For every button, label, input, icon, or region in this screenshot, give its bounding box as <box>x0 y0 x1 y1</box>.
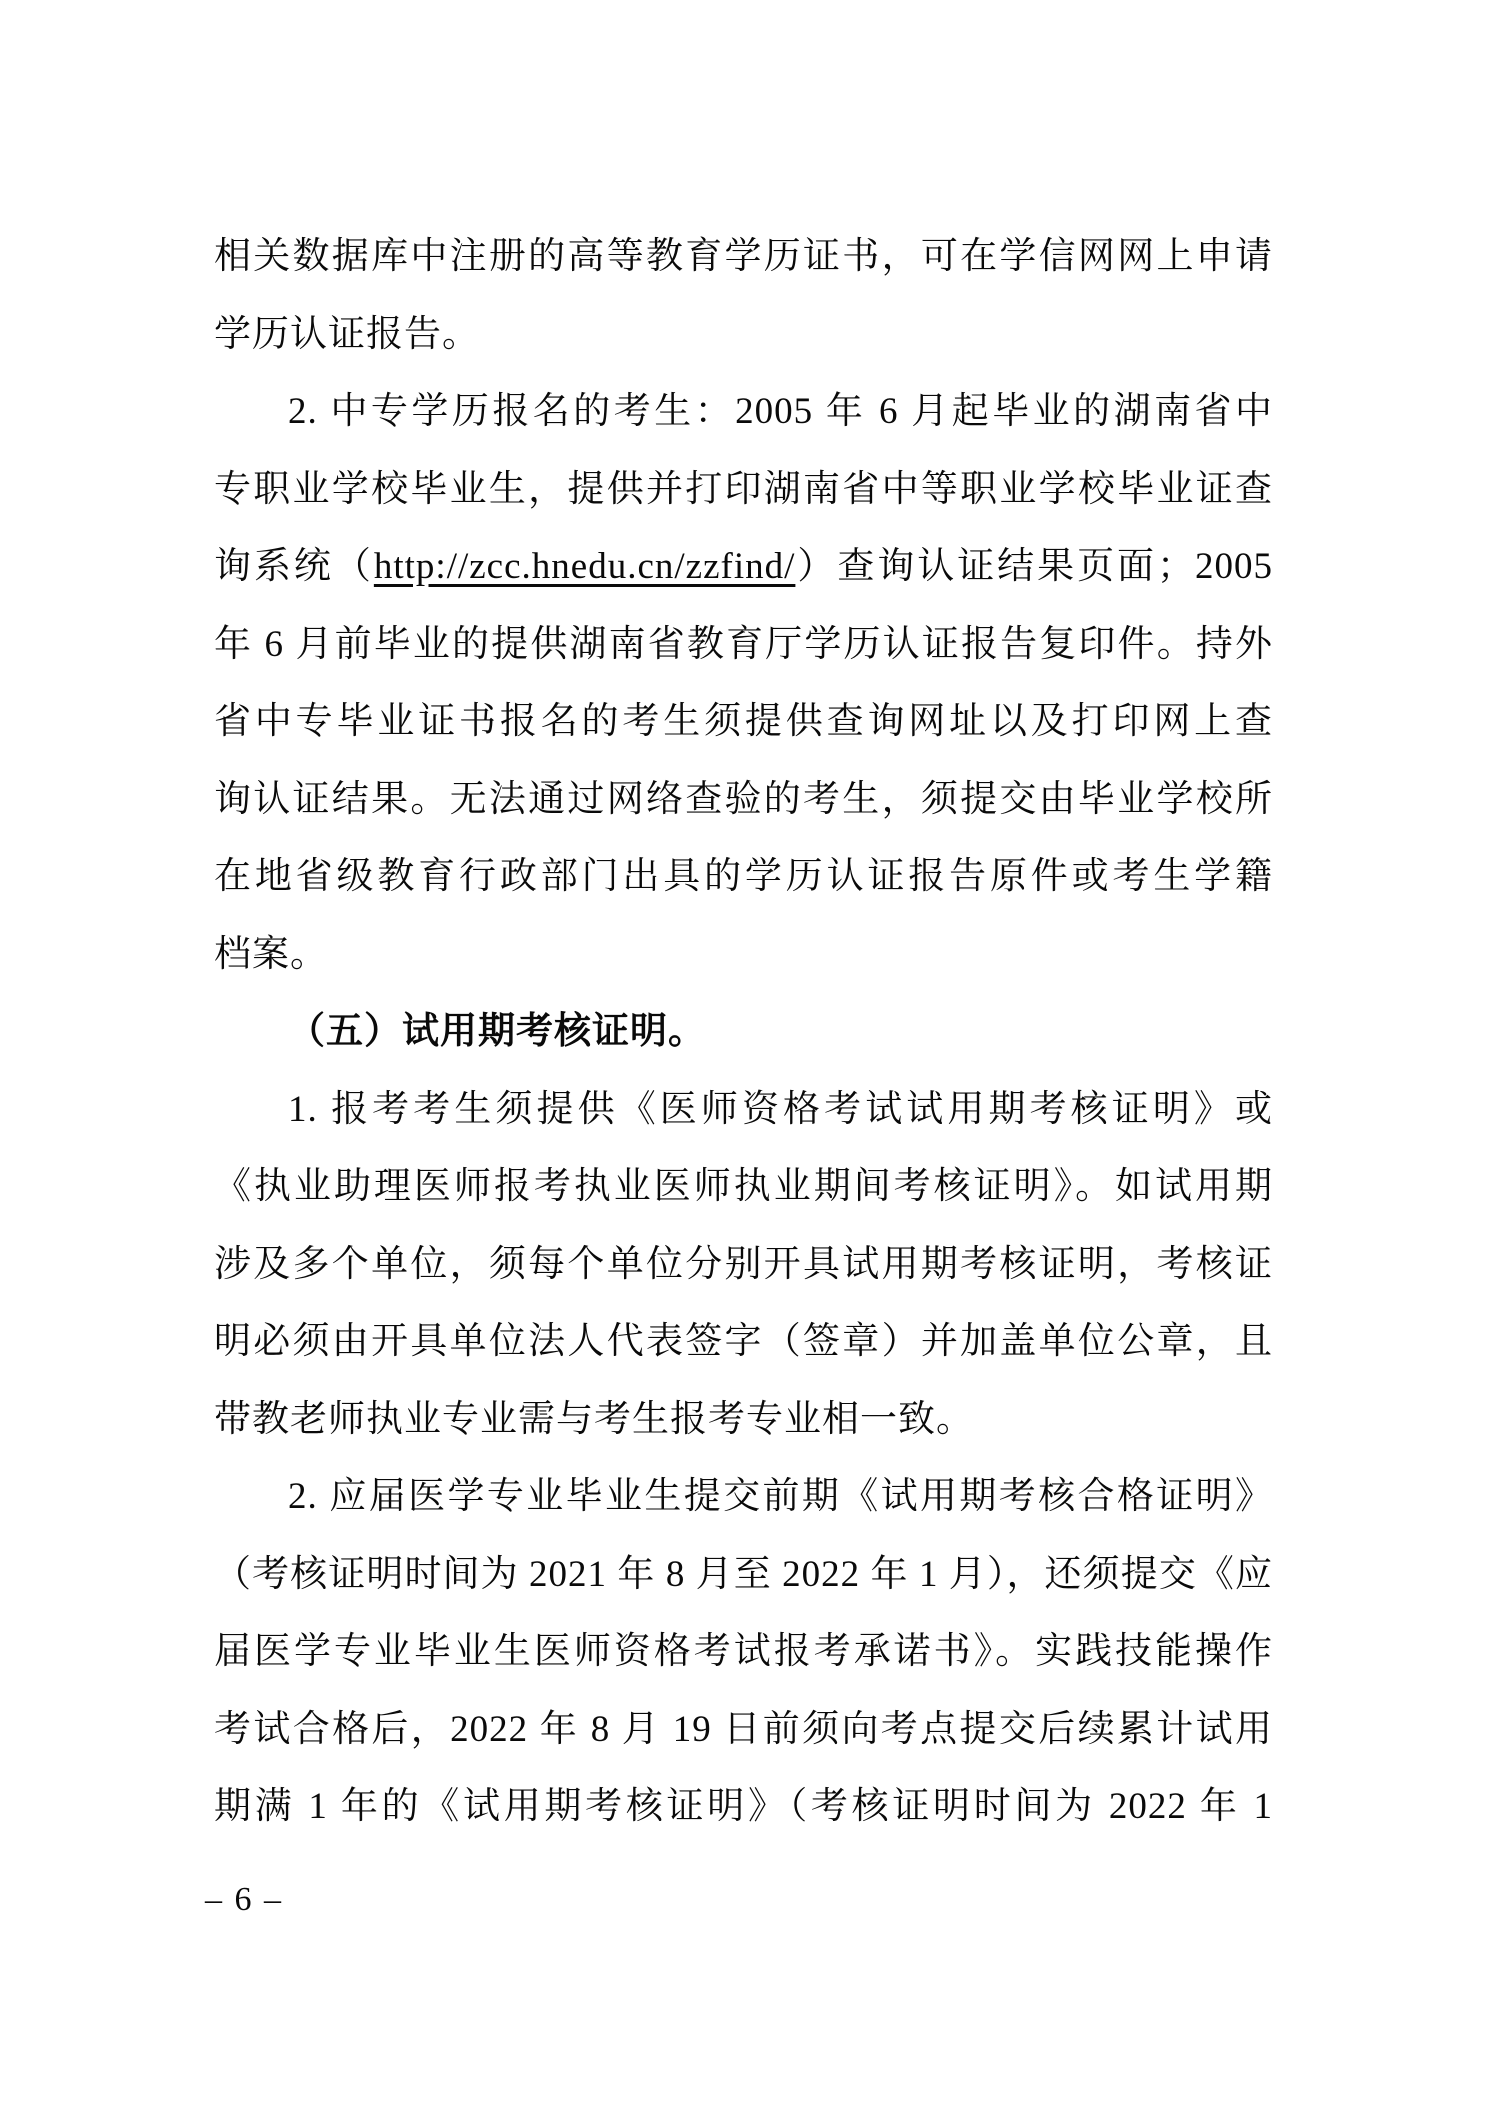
text-line: 专职业学校毕业生，提供并打印湖南省中等职业学校毕业证查 <box>214 468 1273 510</box>
text-line-item-1: 1. 报考考生须提供《医师资格考试试用期考核证明》或 <box>288 1088 1273 1130</box>
text-line: 询认证结果。无法通过网络查验的考生，须提交由毕业学校所 <box>214 778 1273 820</box>
text-line: 《执业助理医师报考执业医师执业期间考核证明》。如试用期 <box>214 1166 1273 1207</box>
text-line-paragraph-end: 带教老师执业专业需与考生报考专业相一致。 <box>214 1398 974 1440</box>
section-heading-5: （五）试用期考核证明。 <box>288 1011 706 1052</box>
document-body <box>214 218 1273 1846</box>
text-line-paragraph-end: 学历认证报告。 <box>214 313 480 355</box>
text-line-with-link <box>214 528 1273 606</box>
page-footer <box>205 1880 283 1920</box>
text-line: 明必须由开具单位法人代表签字（签章）并加盖单位公章，且 <box>214 1321 1273 1362</box>
text-line: 省中专毕业证书报名的考生须提供查询网址以及打印网上查 <box>214 701 1273 742</box>
text-line: 在地省级教育行政部门出具的学历认证报告原件或考生学籍 <box>214 856 1273 897</box>
link-suffix-text: ）查询认证结果页面；2005 <box>795 546 1273 587</box>
text-line: （考核证明时间为 2021 年 8 月至 2022 年 1 月），还须提交《应 <box>214 1553 1273 1595</box>
text-line-item-2: 2. 中专学历报名的考生：2005 年 6 月起毕业的湖南省中 <box>288 391 1273 432</box>
link-prefix-text: 询系统（ <box>214 546 374 587</box>
text-line-paragraph-end: 档案。 <box>214 933 328 975</box>
text-line-item-2b: 2. 应届医学专业毕业生提交前期《试用期考核合格证明》 <box>288 1476 1273 1517</box>
page-number: – 6 – <box>205 1881 283 1918</box>
text-line: 年 6 月前毕业的提供湖南省教育厅学历认证报告复印件。持外 <box>214 623 1273 665</box>
text-line: 相关数据库中注册的高等教育学历证书，可在学信网网上申请 <box>214 236 1273 277</box>
query-system-link[interactable]: http://zcc.hnedu.cn/zzfind/ <box>373 546 796 587</box>
text-line: 届医学专业毕业生医师资格考试报考承诺书》。实践技能操作 <box>214 1631 1273 1672</box>
text-line: 涉及多个单位，须每个单位分别开具试用期考核证明，考核证 <box>214 1243 1273 1285</box>
text-line: 考试合格后，2022 年 8 月 19 日前须向考点提交后续累计试用 <box>214 1708 1273 1750</box>
text-line: 期满 1 年的《试用期考核证明》（考核证明时间为 2022 年 1 <box>214 1786 1273 1827</box>
